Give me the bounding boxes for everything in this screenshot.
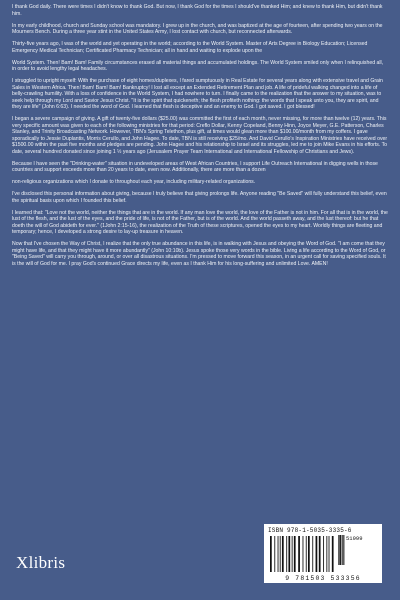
paragraph-9: I've disclosed this personal information about giving, because I truly believe that giving prolongs life. Anyone reading "Be Saved" will fully understand this belief, even the spiritual basis upon which I founded this belief. (12, 191, 387, 204)
paragraph-8: non-religious organizations which I donate to throughout each year, including military-related organizations. (12, 179, 256, 185)
barcode-bar (308, 536, 310, 572)
barcode-number: 9 781503 533356 (285, 575, 361, 582)
barcode-bar (282, 536, 284, 572)
isbn-label: ISBN 978-1-5035-3335-6 (268, 527, 352, 534)
barcode-bar (329, 536, 330, 572)
paragraph-10: I learned that: "Love not the world, neither the things that are in the world. If any man love the world, the love of the Father is not in him. For all that is in the world, the lust of the flesh, and the lust of the eyes, and the pride of life, is not of the Father, but is of the world. And the world passeth away, and the lust thereof: but he that doeth the will of God abideth for ever." (1John 2:15-16), the realization of the Truth of these scriptures, opened the eyes to my heart. Worldly things are fleeting and temporary; hence, I developed a strong desire to lay-up treasure in heaven. (12, 209, 388, 235)
barcode-bar (286, 536, 287, 572)
barcode-bar (303, 536, 304, 572)
paragraph-11: Now that I've chosen the Way of Christ, I realize that the only true abundance in this life, is in walking with Jesus and obeying the Word of God. "I am come that they might have life, and that they might have it more abundantly" (John 10:10b). Jesus spoke those very words in the bible. Living a life according to the Word of God, or "Being Saved" will carry you through, around, or over all disastrous situations. I'm pressed to move forward this season, in an urgent call for saving specified souls. It is the will of God for me. I pray God's continued Grace directs my life, even as I thank Him for his long-suffering and unlimited Love. AMEN! (12, 241, 386, 267)
barcode-bar (288, 536, 290, 572)
barcode-bar (339, 535, 340, 565)
publisher-logo: Xlibris (16, 553, 66, 572)
barcode-bar (270, 536, 272, 572)
barcode-bar (306, 536, 307, 572)
price-code: 51999 (346, 535, 363, 542)
barcode-block (264, 524, 382, 583)
paragraph-4: World System. Then! Bam! Bam! Family circumstances erased all material things and accumulated holdings. The World System smiled only when I relinquished all, in order to avoid lengthy legal headaches. (12, 59, 384, 72)
barcode-bar (280, 536, 281, 572)
paragraph-7: Because I have seen the "Drinking-water" situation in undeveloped areas of West African Countries, I support Life Outreach International in digging wells in those countries and support exceeds more than 20 years to date, even now. Additionally, there are more than a dozen (12, 160, 378, 173)
paragraph-1: I thank God daily. There were times I didn't know to thank God. But now, I thank God for the times I should've thanked Him; and knew to thank Him, but didn't thank him. (12, 4, 383, 17)
barcode-bar (343, 535, 344, 565)
paragraph-3: Thirty-five years ago, I was of the world and yet operating in the world; according to the World System. Master of Arts Degree in Biology Education; Licensed Emergency Medical Technician; Certificated Pharmacy Technician; all in hand and waiting to explode upon the (12, 41, 368, 54)
barcode-bar (298, 536, 300, 572)
blurb-text (12, 4, 388, 267)
ean-barcode-bars (270, 536, 334, 572)
barcode-bar (292, 536, 293, 572)
barcode-bar (312, 536, 313, 572)
price-barcode-bars (338, 535, 345, 565)
paragraph-2: In my early childhood, church and Sunday school was mandatory. I grew up in the church, and was baptized at the age of fourteen, after spending two years on the Mourners Bench. During a three year stint in the United States Army, I lost contact with church, but reconnected afterwards. (12, 22, 383, 35)
barcode-bar (316, 536, 318, 572)
paragraph-5: I struggled to upright myself: With the purchase of eight homes/duplexes, I fared sumptuously in Real Estate for several years along with extensive travel and Grain Sales in Western Africa. Then! Bam! Bam! Bam! Bankruptcy! I lost all except an Extended Retirement Plan and job. A life of prideful walking changed into a life of belly-crawling humility. With a loss of confidence in the World System, I had nowhere to turn. I finally came to the realization that the answer to my situation, was to seek help through my Lord and Savior Jesus Christ. "It is the spirit that quickeneth; the flesh profiteth nothing: the words that I speak unto you, they are spirit, and they are life" (John 6:63). I needed the word of God. I learned that flesh is deceptive and an enemy to God. I got saved. I got blessed! (12, 78, 383, 110)
barcode-bar (340, 535, 341, 565)
barcode-bar (323, 536, 324, 572)
barcode-bar (332, 536, 334, 572)
barcode-bar (326, 536, 327, 572)
barcode-bar (338, 535, 339, 565)
barcode-bar (340, 535, 341, 565)
barcode-bar (274, 536, 275, 572)
barcode-bar (319, 536, 321, 572)
barcode-bar (278, 536, 279, 572)
barcode-bar (343, 535, 344, 565)
paragraph-6: I began a severe campaign of giving. A gift of twenty-five dollars ($25.00) was committed the first of each month, never missing, for more than twelve (12) years. This very specific amount was given to each of the following ministries for that period: Creflo Dollar, Kenny Copeland, Benny Hinn, Joyce Meyer, G.E. Patterson, Charles Stanley, and Trinity Broadcasting Network. However, TBN's Spring Telethon, plus gift, at times would glean more than $100.00/month from my coffers. I gave sporadically to Jessie Duplantis, Morris Cerullo, and John Hagee. To date, TBN is still receiving $25/mo. And David Cerullo's Inspiration Ministries have received over $1500.00 within the past five months and pledges are pending. John Hagee and his relationship to Israel and its struggles, led me to join Mike Evans in his efforts. To date, several hundred donated since joining 1 ½ years ago (Jerusalem Prayer Team International and International Fellowship of Christians and Jews). (12, 116, 388, 155)
barcode-bar (342, 535, 343, 565)
barcode-bar (294, 536, 296, 572)
